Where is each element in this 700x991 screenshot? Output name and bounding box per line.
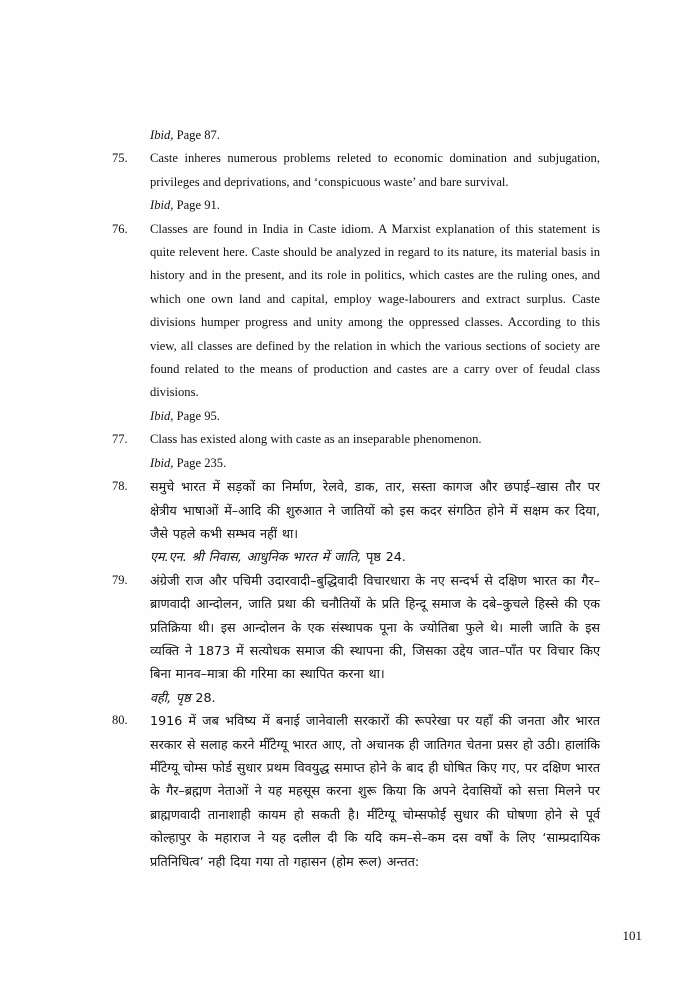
citation-line bbox=[150, 124, 600, 147]
citation-page-hindi: पृष्ठ 24. bbox=[361, 549, 406, 565]
note-body bbox=[150, 124, 600, 147]
citation-source: Ibid, bbox=[150, 455, 174, 470]
page-content bbox=[112, 124, 600, 873]
citation-line bbox=[150, 194, 600, 217]
citation-page: Page 95. bbox=[173, 408, 220, 423]
page-number: 101 bbox=[622, 928, 642, 943]
citation-line-hindi bbox=[150, 545, 600, 568]
citation-page: Page 87. bbox=[173, 128, 220, 142]
citation-source-hindi: एम.एन. श्री निवास, आधुनिक भारत में जाति, bbox=[150, 549, 362, 565]
note-number: 78. bbox=[112, 479, 128, 494]
note-text-hindi: 1916 में जब भविष्य में बनाई जानेवाली सरकारों की रूपरेखा पर यहाँ की जनता और भारत सरकार से सलाह करने मीँटेग्यू भारत आए, तो अचानक ही जातिगत चेतना प्रसर हो उठी। हालांकि मीँटेग्यू चोम्स फोर्ड सुधार प्रथम विवयुद्ध समाप्त होने के बाद ही घोषित किए गए, पर दक्षिण भारत के गैर–ब्रह्मण नेताओं ने यह महसूस करना शुरू किया कि अपने देवासियों को सत्ता मिलने पर ब्राह्मणवादी तानाशाही कायम हो सकती है। मीँटेग्यू चोम्सफोर्ई सुधार की घोषणा होने से पूर्व कोल्हापुर के महाराज ने यह दलील दी कि यदि कम–से–कम दस वर्षों के लिए ‘साम्प्रदायिक प्रतिनिधित्व’ नही दिया गया तो गहासन (होम रूल) अन्तत: bbox=[150, 713, 600, 869]
citation-line bbox=[150, 452, 600, 475]
note-body bbox=[150, 428, 600, 475]
citation-page-hindi: 28. bbox=[190, 689, 216, 705]
citation-source: Ibid, bbox=[150, 128, 174, 142]
note-text: Caste inheres numerous problems releted to economic domination and subjugation, privileges and deprivations, and ‘conspicuous waste’ and bare survival. bbox=[150, 151, 600, 189]
note-text-hindi: अंग्रेजी राज और पचिमी उदारवादी–बुद्धिवादी विचारधारा के नए सन्दर्भ से दक्षिण भारत का गैर–ब्राणवादी आन्दोलन, जाति प्रथा की चनौतियों के प्रति हिन्दू समाज के दबे–कुचले हिस्से की एक प्रतिक्रिया थी। इस आन्दोलन के एक संस्थापक पूना के ज्योतिबा फुले थे। माली जाति के इस व्यक्ति ने 1873 में सत्योधक समाज की स्थापना की, जिसका उद्देय जात–पाँत पर विचार किए बिना मानव–मात्रा की गरिमा का स्थापित करना था। bbox=[150, 572, 600, 682]
note-text: Class has existed along with caste as an inseparable phenomenon. bbox=[150, 432, 482, 447]
note-text: Classes are found in India in Caste idiom. A Marxist explanation of this statement is quite relevent here. Caste should be analyzed in regard to its nature, its material basis in history and in the present, and its role in politics, which castes are the ruling ones, and which one own land and capital, employ wage-labourers and extract surplus. Caste divisions humper progress and unity among the oppressed classes. According to this view, all classes are defined by the relation in which the various sections of society are found related to the means of production and castes are a carry over of feudal class divisions. bbox=[150, 221, 600, 400]
note-entry bbox=[112, 218, 600, 429]
citation-source: Ibid, bbox=[150, 408, 174, 423]
note-body bbox=[150, 218, 600, 429]
citation-line-hindi bbox=[150, 686, 600, 709]
note-text-hindi: समुचे भारत में सड़कों का निर्माण, रेलवे, डाक, तार, सस्ता कागज और छपाई–खास तौर पर क्षेत्रीय भाषाओं में–आदि की शुरुआत ने जातियों को इस कदर संगठित होने में सक्षम कर दिया, जैसे पहले कभी सम्भव नहीं था। bbox=[150, 479, 600, 541]
citation-page: Page 235. bbox=[173, 455, 227, 470]
note-body bbox=[150, 569, 600, 709]
note-body bbox=[150, 147, 600, 217]
citation-line bbox=[150, 405, 600, 428]
note-entry bbox=[112, 569, 600, 709]
citation-source-hindi: वही, पृष्ठ bbox=[150, 689, 191, 705]
note-entry bbox=[112, 475, 600, 569]
note-number: 76. bbox=[112, 221, 128, 236]
note-entry bbox=[112, 428, 600, 475]
note-number: 75. bbox=[112, 151, 128, 166]
note-entry bbox=[112, 124, 600, 147]
note-entry bbox=[112, 147, 600, 217]
note-number: 79. bbox=[112, 572, 128, 587]
note-entry bbox=[112, 709, 600, 873]
note-number: 77. bbox=[112, 432, 128, 447]
citation-source: Ibid, bbox=[150, 198, 174, 213]
note-number: 80. bbox=[112, 713, 128, 728]
citation-page: Page 91. bbox=[173, 198, 220, 213]
note-body bbox=[150, 709, 600, 873]
note-body bbox=[150, 475, 600, 569]
